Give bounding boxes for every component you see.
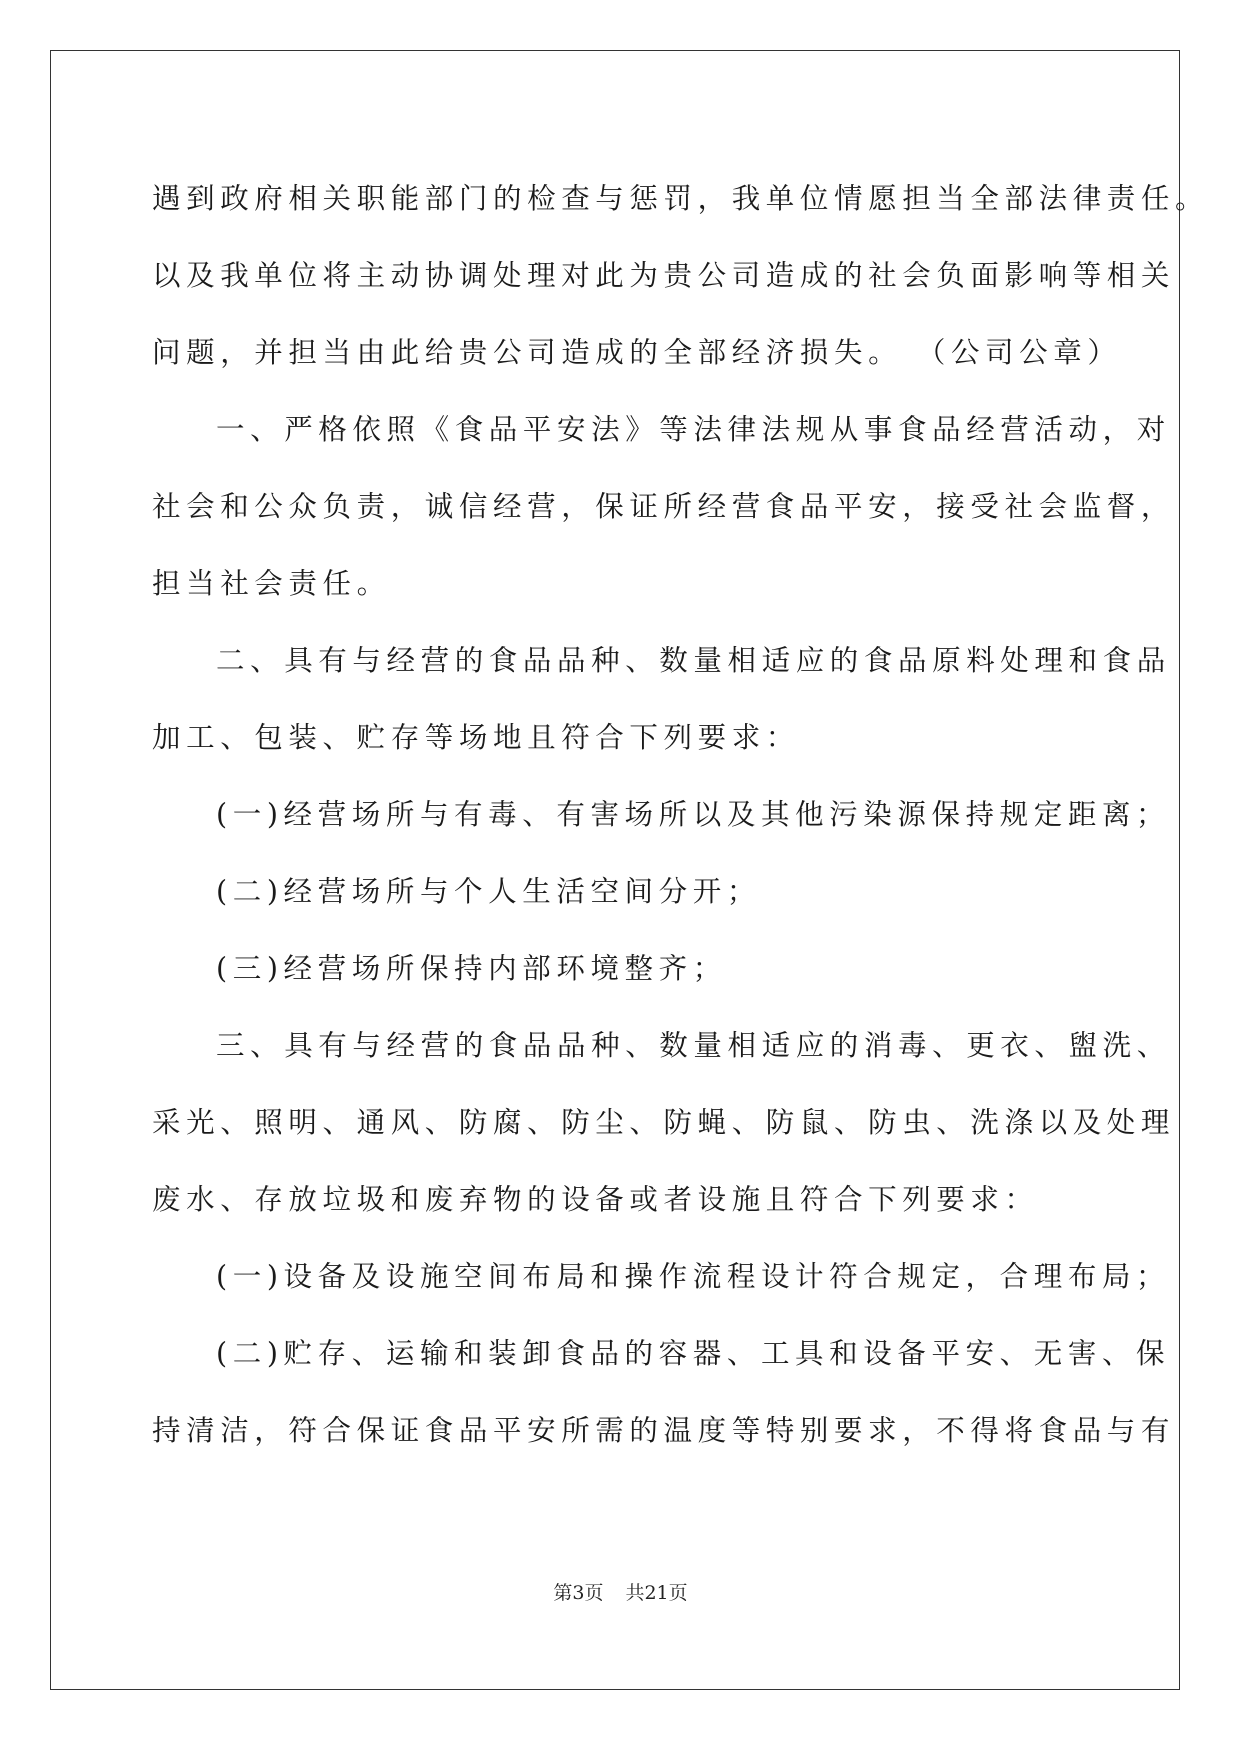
paragraph-start-line: 一、严格依照《食品平安法》等法律法规从事食品经营活动，对	[216, 413, 1171, 446]
text-line: 加工、包装、贮存等场地且符合下列要求：	[152, 721, 800, 754]
paragraph-start-line: 二、具有与经营的食品品种、数量相适应的食品原料处理和食品	[216, 644, 1171, 677]
text-line: 遇到政府相关职能部门的检查与惩罚，我单位情愿担当全部法律责任。	[152, 182, 1210, 215]
text-line: 社会和公众负责，诚信经营，保证所经营食品平安，接受社会监督，	[152, 490, 1176, 523]
list-item-line: (二)贮存、运输和装卸食品的容器、工具和设备平安、无害、保	[216, 1337, 1171, 1370]
text-line: 采光、照明、通风、防腐、防尘、防蝇、防鼠、防虫、洗涤以及处理	[152, 1106, 1176, 1139]
list-item-line: (三)经营场所保持内部环境整齐；	[216, 952, 727, 985]
paragraph-start-line: 三、具有与经营的食品品种、数量相适应的消毒、更衣、盥洗、	[216, 1029, 1171, 1062]
page-footer	[0, 1578, 1241, 1605]
page-number: 第3页	[553, 1582, 604, 1604]
text-line: 担当社会责任。	[152, 567, 391, 600]
text-line: 问题，并担当由此给贵公司造成的全部经济损失。 （公司公章）	[152, 336, 1122, 369]
list-item-line: (一)设备及设施空间布局和操作流程设计符合规定，合理布局；	[216, 1260, 1171, 1293]
text-line: 废水、存放垃圾和废弃物的设备或者设施且符合下列要求：	[152, 1183, 1039, 1216]
list-item-line: (二)经营场所与个人生活空间分开；	[216, 875, 761, 908]
list-item-line: (一)经营场所与有毒、有害场所以及其他污染源保持规定距离；	[216, 798, 1171, 831]
text-line: 持清洁，符合保证食品平安所需的温度等特别要求，不得将食品与有	[152, 1414, 1176, 1447]
document-body	[152, 160, 1210, 1469]
text-line: 以及我单位将主动协调处理对此为贵公司造成的社会负面影响等相关	[152, 259, 1176, 292]
page-total: 共21页	[625, 1582, 688, 1604]
